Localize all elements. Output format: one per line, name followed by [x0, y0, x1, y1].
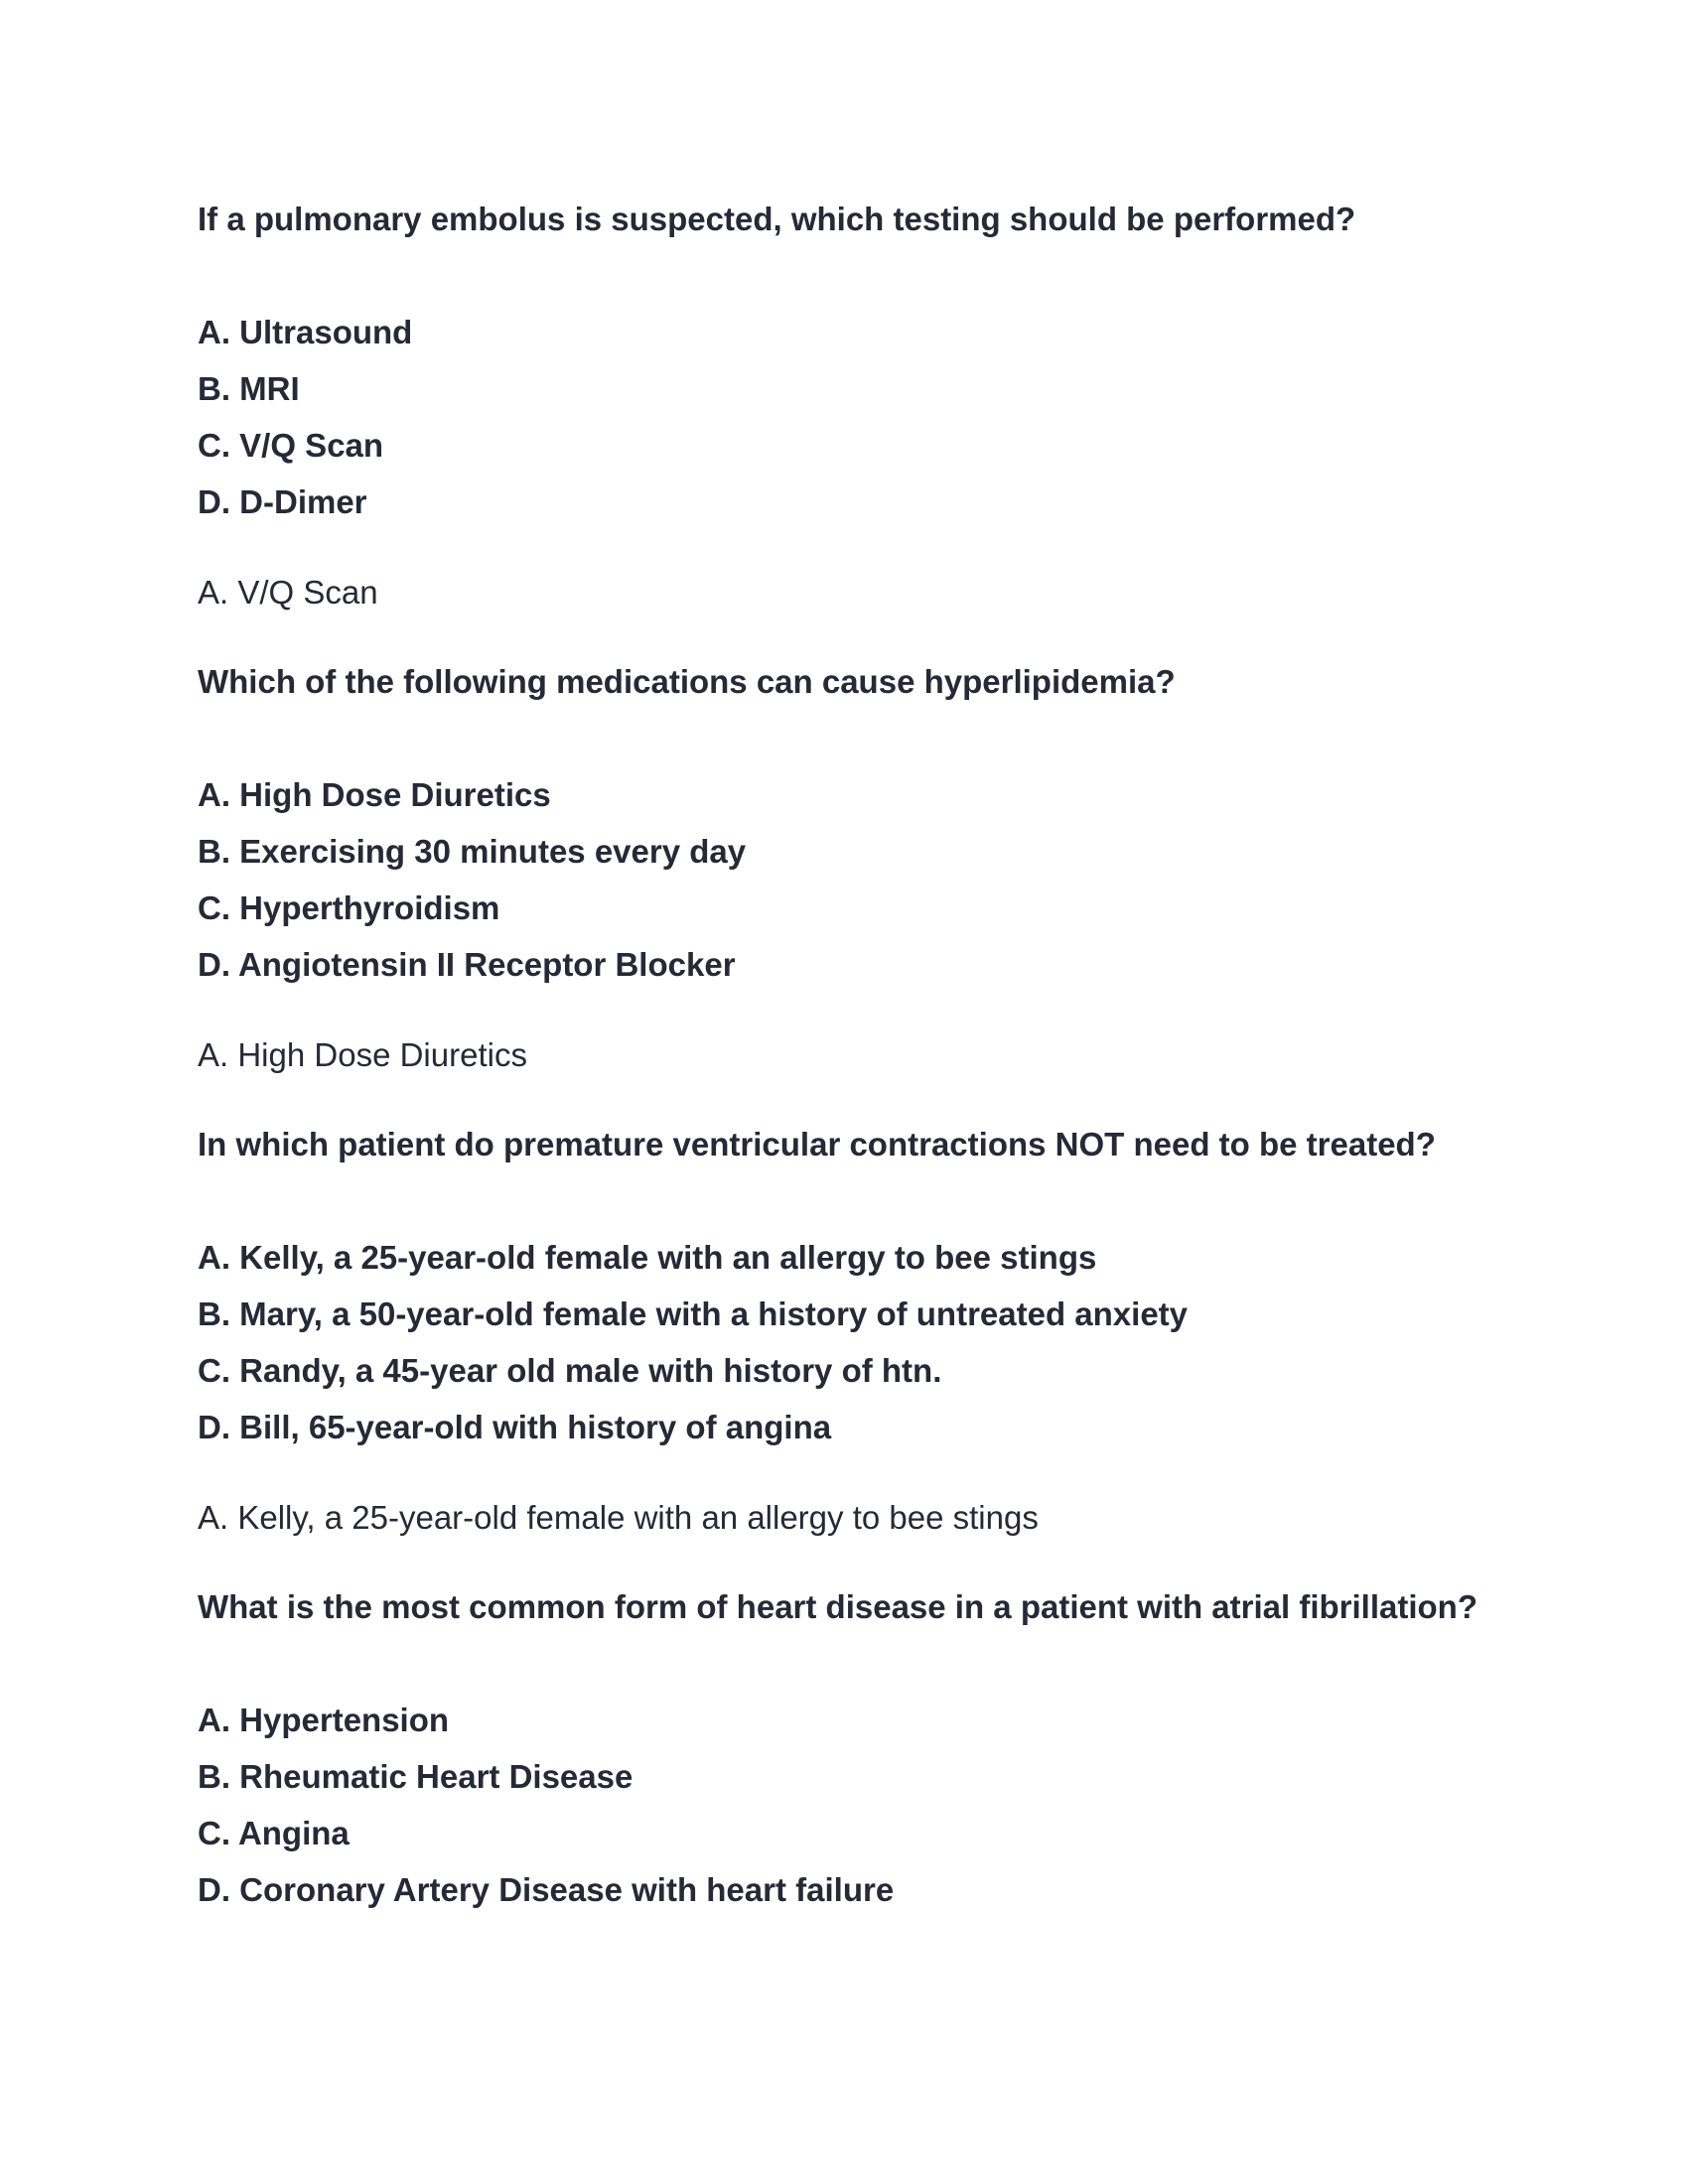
- answer-text: A. High Dose Diuretics: [198, 1036, 527, 1073]
- document-page: [198, 191, 1488, 1918]
- option-list: [198, 766, 1488, 993]
- question-text: If a pulmonary embolus is suspected, which testing should be performed?: [198, 201, 1356, 237]
- question-block-3: [198, 1116, 1488, 1546]
- option-b: B. MRI: [198, 370, 300, 407]
- question-block-4: [198, 1578, 1488, 1918]
- question-block-1: [198, 191, 1488, 620]
- option-a: A. Hypertension: [198, 1702, 450, 1738]
- option-a: A. Kelly, a 25-year-old female with an allergy to bee stings: [198, 1239, 1097, 1276]
- option-c: C. V/Q Scan: [198, 427, 384, 464]
- option-b: B. Mary, a 50-year-old female with a history of untreated anxiety: [198, 1296, 1189, 1332]
- option-d: D. Bill, 65-year-old with history of angina: [198, 1409, 832, 1445]
- option-a: A. Ultrasound: [198, 314, 413, 350]
- option-d: D. Coronary Artery Disease with heart failure: [198, 1871, 895, 1908]
- option-c: C. Randy, a 45-year old male with history of htn.: [198, 1352, 942, 1389]
- option-c: C. Hyperthyroidism: [198, 889, 500, 926]
- question-text: In which patient do premature ventricular contractions NOT need to be treated?: [198, 1126, 1436, 1162]
- answer-text: A. Kelly, a 25-year-old female with an allergy to bee stings: [198, 1499, 1039, 1536]
- option-list: [198, 1229, 1488, 1455]
- option-b: B. Exercising 30 minutes every day: [198, 833, 747, 870]
- option-list: [198, 1692, 1488, 1918]
- question-text: Which of the following medications can cause hyperlipidemia?: [198, 663, 1176, 700]
- question-text: What is the most common form of heart disease in a patient with atrial fibrillation?: [198, 1588, 1477, 1625]
- option-b: B. Rheumatic Heart Disease: [198, 1758, 633, 1795]
- question-block-2: [198, 653, 1488, 1083]
- option-d: D. D-Dimer: [198, 483, 367, 520]
- answer-text: A. V/Q Scan: [198, 574, 378, 611]
- option-c: C. Angina: [198, 1815, 350, 1851]
- option-d: D. Angiotensin II Receptor Blocker: [198, 946, 736, 983]
- option-a: A. High Dose Diuretics: [198, 776, 551, 813]
- option-list: [198, 304, 1488, 530]
